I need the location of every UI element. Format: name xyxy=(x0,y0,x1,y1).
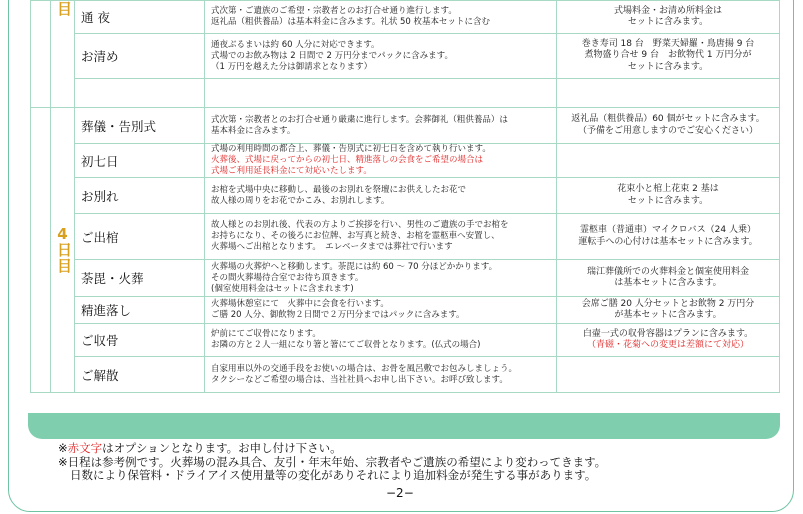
description-line: お棺を式場中央に移動し、最後のお別れを祭壇にお供えしたお花で xyxy=(211,184,467,195)
day-4-label xyxy=(51,108,75,393)
schedule-row xyxy=(31,34,780,79)
description-line: タクシーなどご希望の場合は、当社社員へお申し出下さい。お呼び致します。 xyxy=(211,374,508,385)
note-line: 霊柩車（普通車）マイクロバス（24 人乗） xyxy=(580,225,756,235)
day-label-char: 日 xyxy=(57,241,73,259)
day-label-char: 目 xyxy=(57,0,73,18)
description-line: 火葬場の火葬炉へと移動します。荼毘には約 60 ～ 70 分ほどかかります。 xyxy=(211,261,498,272)
note-line: は基本セットに含みます。 xyxy=(614,278,722,288)
event-name: 通 夜 xyxy=(75,1,205,34)
event-name: 葬儀・告別式 xyxy=(75,108,205,144)
description-line: 炉前にてご収骨になります。 xyxy=(211,329,321,339)
event-description xyxy=(205,34,557,79)
note-line: 煮物盛り合せ 9 台 お飲物代 1 万円分が xyxy=(584,50,752,61)
note-line: 式場料金・お清め所料金は xyxy=(613,5,722,16)
note-line: 花束小と棺上花束 2 基は xyxy=(617,184,719,194)
schedule-row xyxy=(31,260,780,297)
schedule-row xyxy=(31,324,780,357)
note-line: （予備をご用意しますのでご安心ください） xyxy=(577,125,758,136)
plan-note xyxy=(557,1,780,34)
schedule-table xyxy=(30,0,780,393)
note-line: セットに含みます。 xyxy=(627,17,709,27)
plan-note xyxy=(557,34,780,79)
plan-note xyxy=(557,324,780,357)
description-line: 故人様とのお別れ後、代表の方よりご挨拶を行い、男性のご遺族の手でお棺を xyxy=(211,220,509,230)
note-line: が基本セットに含みます。 xyxy=(614,310,722,320)
schedule-row xyxy=(31,1,780,34)
left-margin-cell xyxy=(31,108,51,393)
description-line: その間火葬場待合室でお待ち頂きます。 xyxy=(211,272,364,283)
description-line: お隣の方と２人一組になり箸と箸にてご収骨となります。(仏式の場合) xyxy=(211,340,481,350)
footer-note-option: ※赤文字はオプションとなります。お申し付け下さい。 xyxy=(58,441,342,455)
plan-note xyxy=(557,108,780,144)
plan-note xyxy=(557,144,780,178)
description-line: ご膳 20 人分、御飲物２日間で２万円分まではパックに含みます。 xyxy=(211,310,465,320)
note-line: 運転手への心付けは基本セットに含みます。 xyxy=(578,236,758,247)
event-description xyxy=(205,144,557,178)
description-line: (個室使用料金はセットに含まれます) xyxy=(211,283,354,294)
left-margin-cell xyxy=(31,1,51,108)
event-description xyxy=(205,297,557,324)
option-line: 火葬後、式場に戻ってからの初七日、精進落しの会食をご希望の場合は xyxy=(211,155,484,165)
event-name xyxy=(75,79,205,108)
note-line: セットに含みます。 xyxy=(627,61,709,72)
day-label-char: 目 xyxy=(57,257,73,275)
event-description xyxy=(205,79,557,108)
description-line: お持ちになり、その後ろにお位牌、お写真と続き、お棺を霊柩車へ安置し、 xyxy=(211,231,500,241)
plan-note xyxy=(557,214,780,260)
event-description xyxy=(205,214,557,260)
description-line: 故人様の周りをお花でかこみ、お別れします。 xyxy=(211,195,390,206)
note-line: セットに含みます。 xyxy=(627,195,709,206)
footer-note-schedule: ※日程は参考例です。火葬場の混み具合、友引・年末年始、宗教者やご遺族の希望により変わってきます。 xyxy=(58,454,607,469)
footer-notes xyxy=(58,442,606,483)
event-description xyxy=(205,357,557,393)
event-name: お清め xyxy=(75,34,205,79)
event-description xyxy=(205,178,557,214)
description-line: 式次第・ご遺族のご希望・宗教者とのお打合せ通り進行します。 xyxy=(211,6,457,16)
description-line: 火葬場へご出棺となります。 エレベータまでは葬社で行います xyxy=(211,242,453,252)
note-line: 会席ご膳 20 人分セットとお飲物 2 万円分 xyxy=(581,298,755,309)
event-name: 精進落し xyxy=(75,297,205,324)
description-line: 式次第・宗教者とのお打合せ通り厳粛に進行します。会葬御礼（粗供養品）は xyxy=(211,114,508,125)
plan-note xyxy=(557,79,780,108)
event-description xyxy=(205,108,557,144)
note-line: 返礼品（粗供養品）60 個がセットに含みます。 xyxy=(571,114,765,124)
schedule-row xyxy=(31,108,780,144)
description-line: 自家用車以外の交通手段をお使いの場合は、お骨を風呂敷でお包みしましょう。 xyxy=(211,363,518,374)
event-name: お別れ xyxy=(75,178,205,214)
plan-note xyxy=(557,297,780,324)
plan-note xyxy=(557,260,780,297)
event-name: 荼毘・火葬 xyxy=(75,260,205,297)
option-note-line: （青磁・花菊への変更は差額にて対応） xyxy=(586,340,749,350)
plan-note xyxy=(557,178,780,214)
schedule-row xyxy=(31,214,780,260)
note-line: 瑞江葬儀所での火葬料金と個室使用料金 xyxy=(586,266,749,277)
option-line: 式場ご利用延長料金にて対応いたします。 xyxy=(211,166,372,176)
description-line: 基本料金に含みます。 xyxy=(211,125,296,136)
event-description xyxy=(205,1,557,34)
description-line: 式場の利用時間の都合上、葬儀・告別式に初七日を含めて執り行います。 xyxy=(211,144,491,154)
description-line: 返礼品（粗供養品）は基本料金に含みます。礼状 50 枚基本セットに含む xyxy=(211,17,491,27)
note-line: 巻き寿司 18 台 野菜天婦羅・鳥唐揚 9 台 xyxy=(581,38,755,49)
schedule-row xyxy=(31,178,780,214)
event-name: ご解散 xyxy=(75,357,205,393)
event-name: ご出棺 xyxy=(75,214,205,260)
day-3-label xyxy=(51,1,75,108)
schedule-row xyxy=(31,357,780,393)
event-name: ご収骨 xyxy=(75,324,205,357)
description-line: 式場でのお飲み物は 2 日間で 2 万円分までパックに含みます。 xyxy=(211,50,453,61)
event-description xyxy=(205,324,557,357)
table-bottom-band xyxy=(28,413,780,439)
schedule-row xyxy=(31,297,780,324)
event-description xyxy=(205,260,557,297)
page-number: −2− xyxy=(386,486,414,500)
footer-note-fees: 日数により保管料・ドライアイス使用量等の変化がありそれにより追加料金が発生する事があります。 xyxy=(70,468,597,482)
description-line: 火葬場休憩室にて 火葬中に会食を行います。 xyxy=(211,299,389,309)
note-line: 白壷一式の収骨容器はプランに含みます。 xyxy=(582,328,754,339)
schedule-row xyxy=(31,79,780,108)
description-line: 通夜ぶるまいは約 60 人分に対応できます。 xyxy=(211,39,380,50)
event-name: 初七日 xyxy=(75,144,205,178)
plan-note xyxy=(557,357,780,393)
schedule-row xyxy=(31,144,780,178)
day-label-char: 4 xyxy=(57,225,68,243)
description-line: （1 万円を越えた分は御請求となります） xyxy=(211,61,373,72)
